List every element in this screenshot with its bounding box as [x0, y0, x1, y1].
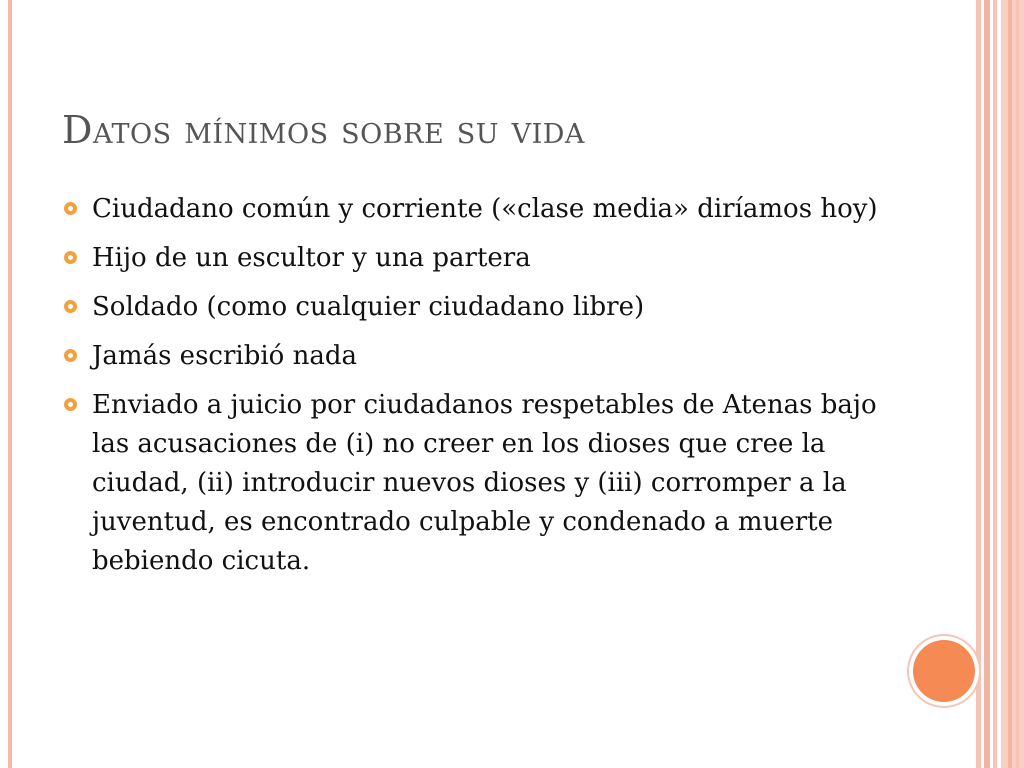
bullet-text: Jamás escribió nada	[92, 341, 357, 371]
right-decorative-band	[1016, 0, 1019, 768]
right-decorative-band	[1008, 0, 1012, 768]
bullet-icon	[64, 300, 77, 313]
slide-title: Datos mínimos sobre su vida	[62, 108, 585, 152]
bullet-icon	[64, 349, 77, 362]
bullet-item	[64, 386, 884, 581]
bullet-item	[64, 190, 884, 229]
right-decorative-band	[976, 0, 981, 768]
bullet-icon	[64, 398, 77, 411]
bullet-icon	[64, 251, 77, 264]
bullet-text: Ciudadano común y corriente («clase media» diríamos hoy)	[92, 194, 878, 224]
bullet-item	[64, 337, 884, 376]
bullet-item	[64, 239, 884, 278]
left-border-line	[8, 0, 12, 768]
right-decorative-band	[984, 0, 990, 768]
bullet-text: Hijo de un escultor y una partera	[92, 243, 531, 273]
bullet-list	[64, 190, 884, 591]
right-decorative-band	[1001, 0, 1024, 768]
bullet-icon	[64, 202, 77, 215]
decorative-circle	[913, 640, 975, 702]
bullet-text: Enviado a juicio por ciudadanos respetables de Atenas bajo las acusaciones de (i) no creer en los dioses que cree la ciudad, (ii) introducir nuevos dioses y (iii) corromper a la juventud, es encontrado culpable y condenado a muerte bebiendo cicuta.	[92, 390, 877, 576]
bullet-item	[64, 288, 884, 327]
right-decorative-band	[993, 0, 997, 768]
bullet-text: Soldado (como cualquier ciudadano libre)	[92, 292, 645, 322]
